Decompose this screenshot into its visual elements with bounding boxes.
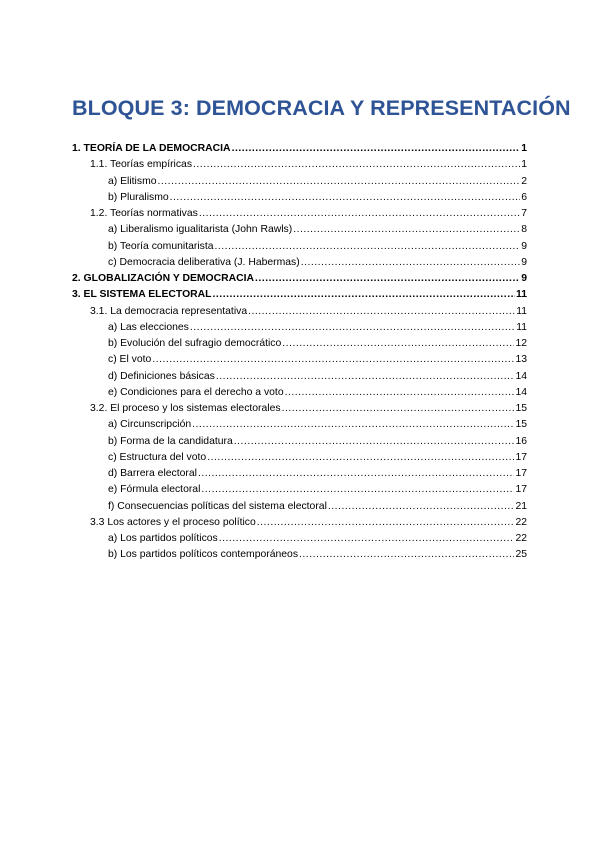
toc-dot-leader <box>248 304 515 320</box>
toc-dot-leader <box>257 515 515 531</box>
toc-page-number: 6 <box>521 191 527 203</box>
toc-entry[interactable] <box>108 190 527 206</box>
toc-entry[interactable] <box>108 385 527 401</box>
toc-dot-leader <box>152 352 514 368</box>
toc-dot-leader <box>158 174 521 190</box>
toc-entry[interactable] <box>108 434 527 450</box>
toc-dot-leader <box>199 206 520 222</box>
toc-page-number: 13 <box>515 354 527 366</box>
toc-entry[interactable] <box>108 222 527 238</box>
toc-page-number: 1 <box>521 159 527 171</box>
toc-entry[interactable] <box>108 239 527 255</box>
toc-dot-leader <box>299 547 514 563</box>
toc-dot-leader <box>282 336 514 352</box>
toc-dot-leader <box>255 271 520 287</box>
toc-page-number: 11 <box>516 321 527 333</box>
toc-entry-label: a) Los partidos políticos <box>108 533 218 544</box>
toc-entry-label: c) Democracia deliberativa (J. Habermas) <box>108 256 300 268</box>
toc-entry[interactable] <box>108 531 527 547</box>
toc-entry[interactable] <box>108 352 527 368</box>
toc-page-number: 7 <box>521 208 527 219</box>
toc-page-number: 9 <box>521 240 527 252</box>
toc-entry-label: b) Teoría comunitarista <box>108 240 214 252</box>
toc-entry[interactable] <box>108 174 527 190</box>
toc-dot-leader <box>213 287 515 303</box>
document-title: BLOQUE 3: DEMOCRACIA Y REPRESENTACIÓN <box>72 96 571 120</box>
toc-entry[interactable] <box>108 417 527 433</box>
toc-dot-leader <box>328 499 515 515</box>
toc-entry[interactable] <box>90 515 527 531</box>
toc-dot-leader <box>198 466 515 482</box>
toc-page-number: 15 <box>515 403 527 414</box>
toc-entry[interactable] <box>90 304 527 320</box>
toc-page-number: 8 <box>521 224 527 236</box>
toc-page-number: 17 <box>515 451 527 463</box>
toc-entry-label: d) Barrera electoral <box>108 468 197 479</box>
toc-page-number: 9 <box>521 256 527 268</box>
toc-page-number: 2 <box>521 175 527 187</box>
toc-entry[interactable] <box>108 482 527 498</box>
toc-entry-label: a) Circunscripción <box>108 419 192 431</box>
toc-dot-leader <box>232 141 521 157</box>
toc-entry-label: b) Evolución del sufragio democrático <box>108 338 282 349</box>
toc-dot-leader <box>170 190 521 206</box>
toc-page-number: 9 <box>521 273 527 284</box>
toc-entry[interactable] <box>108 499 527 515</box>
toc-entry-label: 3. EL SISTEMA ELECTORAL <box>72 289 212 301</box>
toc-entry[interactable] <box>90 401 527 417</box>
toc-entry-label: c) El voto <box>108 354 152 366</box>
toc-entry-label: 1. TEORÍA DE LA DEMOCRACIA <box>72 143 231 154</box>
toc-entry[interactable] <box>108 450 527 466</box>
toc-page-number: 17 <box>515 468 527 479</box>
toc-dot-leader <box>215 239 521 255</box>
toc-entry-label: a) Liberalismo igualitarista (John Rawls) <box>108 224 293 236</box>
toc-entry-label: a) Las elecciones <box>108 321 189 333</box>
toc-dot-leader <box>190 320 515 336</box>
toc-entry-label: d) Definiciones básicas <box>108 370 215 382</box>
toc-entry[interactable] <box>108 255 527 271</box>
toc-page-number: 1 <box>521 143 527 154</box>
toc-entry-label: b) Los partidos políticos contemporáneos <box>108 549 299 561</box>
toc-dot-leader <box>193 157 520 173</box>
toc-dot-leader <box>192 417 514 433</box>
toc-page-number: 17 <box>515 484 527 496</box>
toc-entry[interactable] <box>90 206 527 222</box>
toc-entry[interactable] <box>108 320 527 336</box>
toc-entry[interactable] <box>90 157 527 173</box>
toc-entry-label: e) Fórmula electoral <box>108 484 201 496</box>
toc-dot-leader <box>293 222 520 238</box>
toc-page-number: 16 <box>515 435 527 447</box>
toc-page-number: 22 <box>515 516 527 528</box>
toc-page-number: 21 <box>515 500 527 512</box>
toc-entry[interactable] <box>108 336 527 352</box>
toc-entry-label: b) Pluralismo <box>108 191 169 203</box>
toc-entry[interactable] <box>72 287 527 303</box>
toc-entry-label: 3.1. La democracia representativa <box>90 305 248 317</box>
toc-entry[interactable] <box>108 369 527 385</box>
toc-entry-label: 1.2. Teorías normativas <box>90 208 198 219</box>
toc-dot-leader <box>216 369 515 385</box>
toc-entry-label: e) Condiciones para el derecho a voto <box>108 386 284 398</box>
toc-page-number: 11 <box>516 305 527 317</box>
toc-entry-label: 1.1. Teorías empíricas <box>90 159 193 171</box>
toc-dot-leader <box>282 401 515 417</box>
toc-dot-leader <box>219 531 515 547</box>
toc-dot-leader <box>201 482 514 498</box>
toc-dot-leader <box>301 255 521 271</box>
toc-entry-label: 3.3 Los actores y el proceso político <box>90 516 256 528</box>
toc-dot-leader <box>207 450 514 466</box>
toc-dot-leader <box>285 385 515 401</box>
toc-entry-label: f) Consecuencias políticas del sistema electoral <box>108 500 327 512</box>
toc-entry-label: 3.2. El proceso y los sistemas electorales <box>90 403 281 414</box>
toc-entry[interactable] <box>108 547 527 563</box>
toc-page-number: 14 <box>515 370 527 382</box>
toc-entry-label: a) Elitismo <box>108 175 157 187</box>
toc-entry[interactable] <box>108 466 527 482</box>
toc-page-number: 14 <box>515 386 527 398</box>
toc-page-number: 22 <box>515 533 527 544</box>
toc-page-number: 12 <box>515 338 527 349</box>
toc-dot-leader <box>234 434 515 450</box>
toc-entry-label: c) Estructura del voto <box>108 451 207 463</box>
toc-entry[interactable] <box>72 141 527 157</box>
toc-page-number: 11 <box>516 289 527 301</box>
toc-page-number: 15 <box>515 419 527 431</box>
toc-page-number: 25 <box>515 549 527 561</box>
toc-entry-label: b) Forma de la candidatura <box>108 435 233 447</box>
toc-entry[interactable] <box>72 271 527 287</box>
toc-entry-label: 2. GLOBALIZACIÓN Y DEMOCRACIA <box>72 273 255 284</box>
